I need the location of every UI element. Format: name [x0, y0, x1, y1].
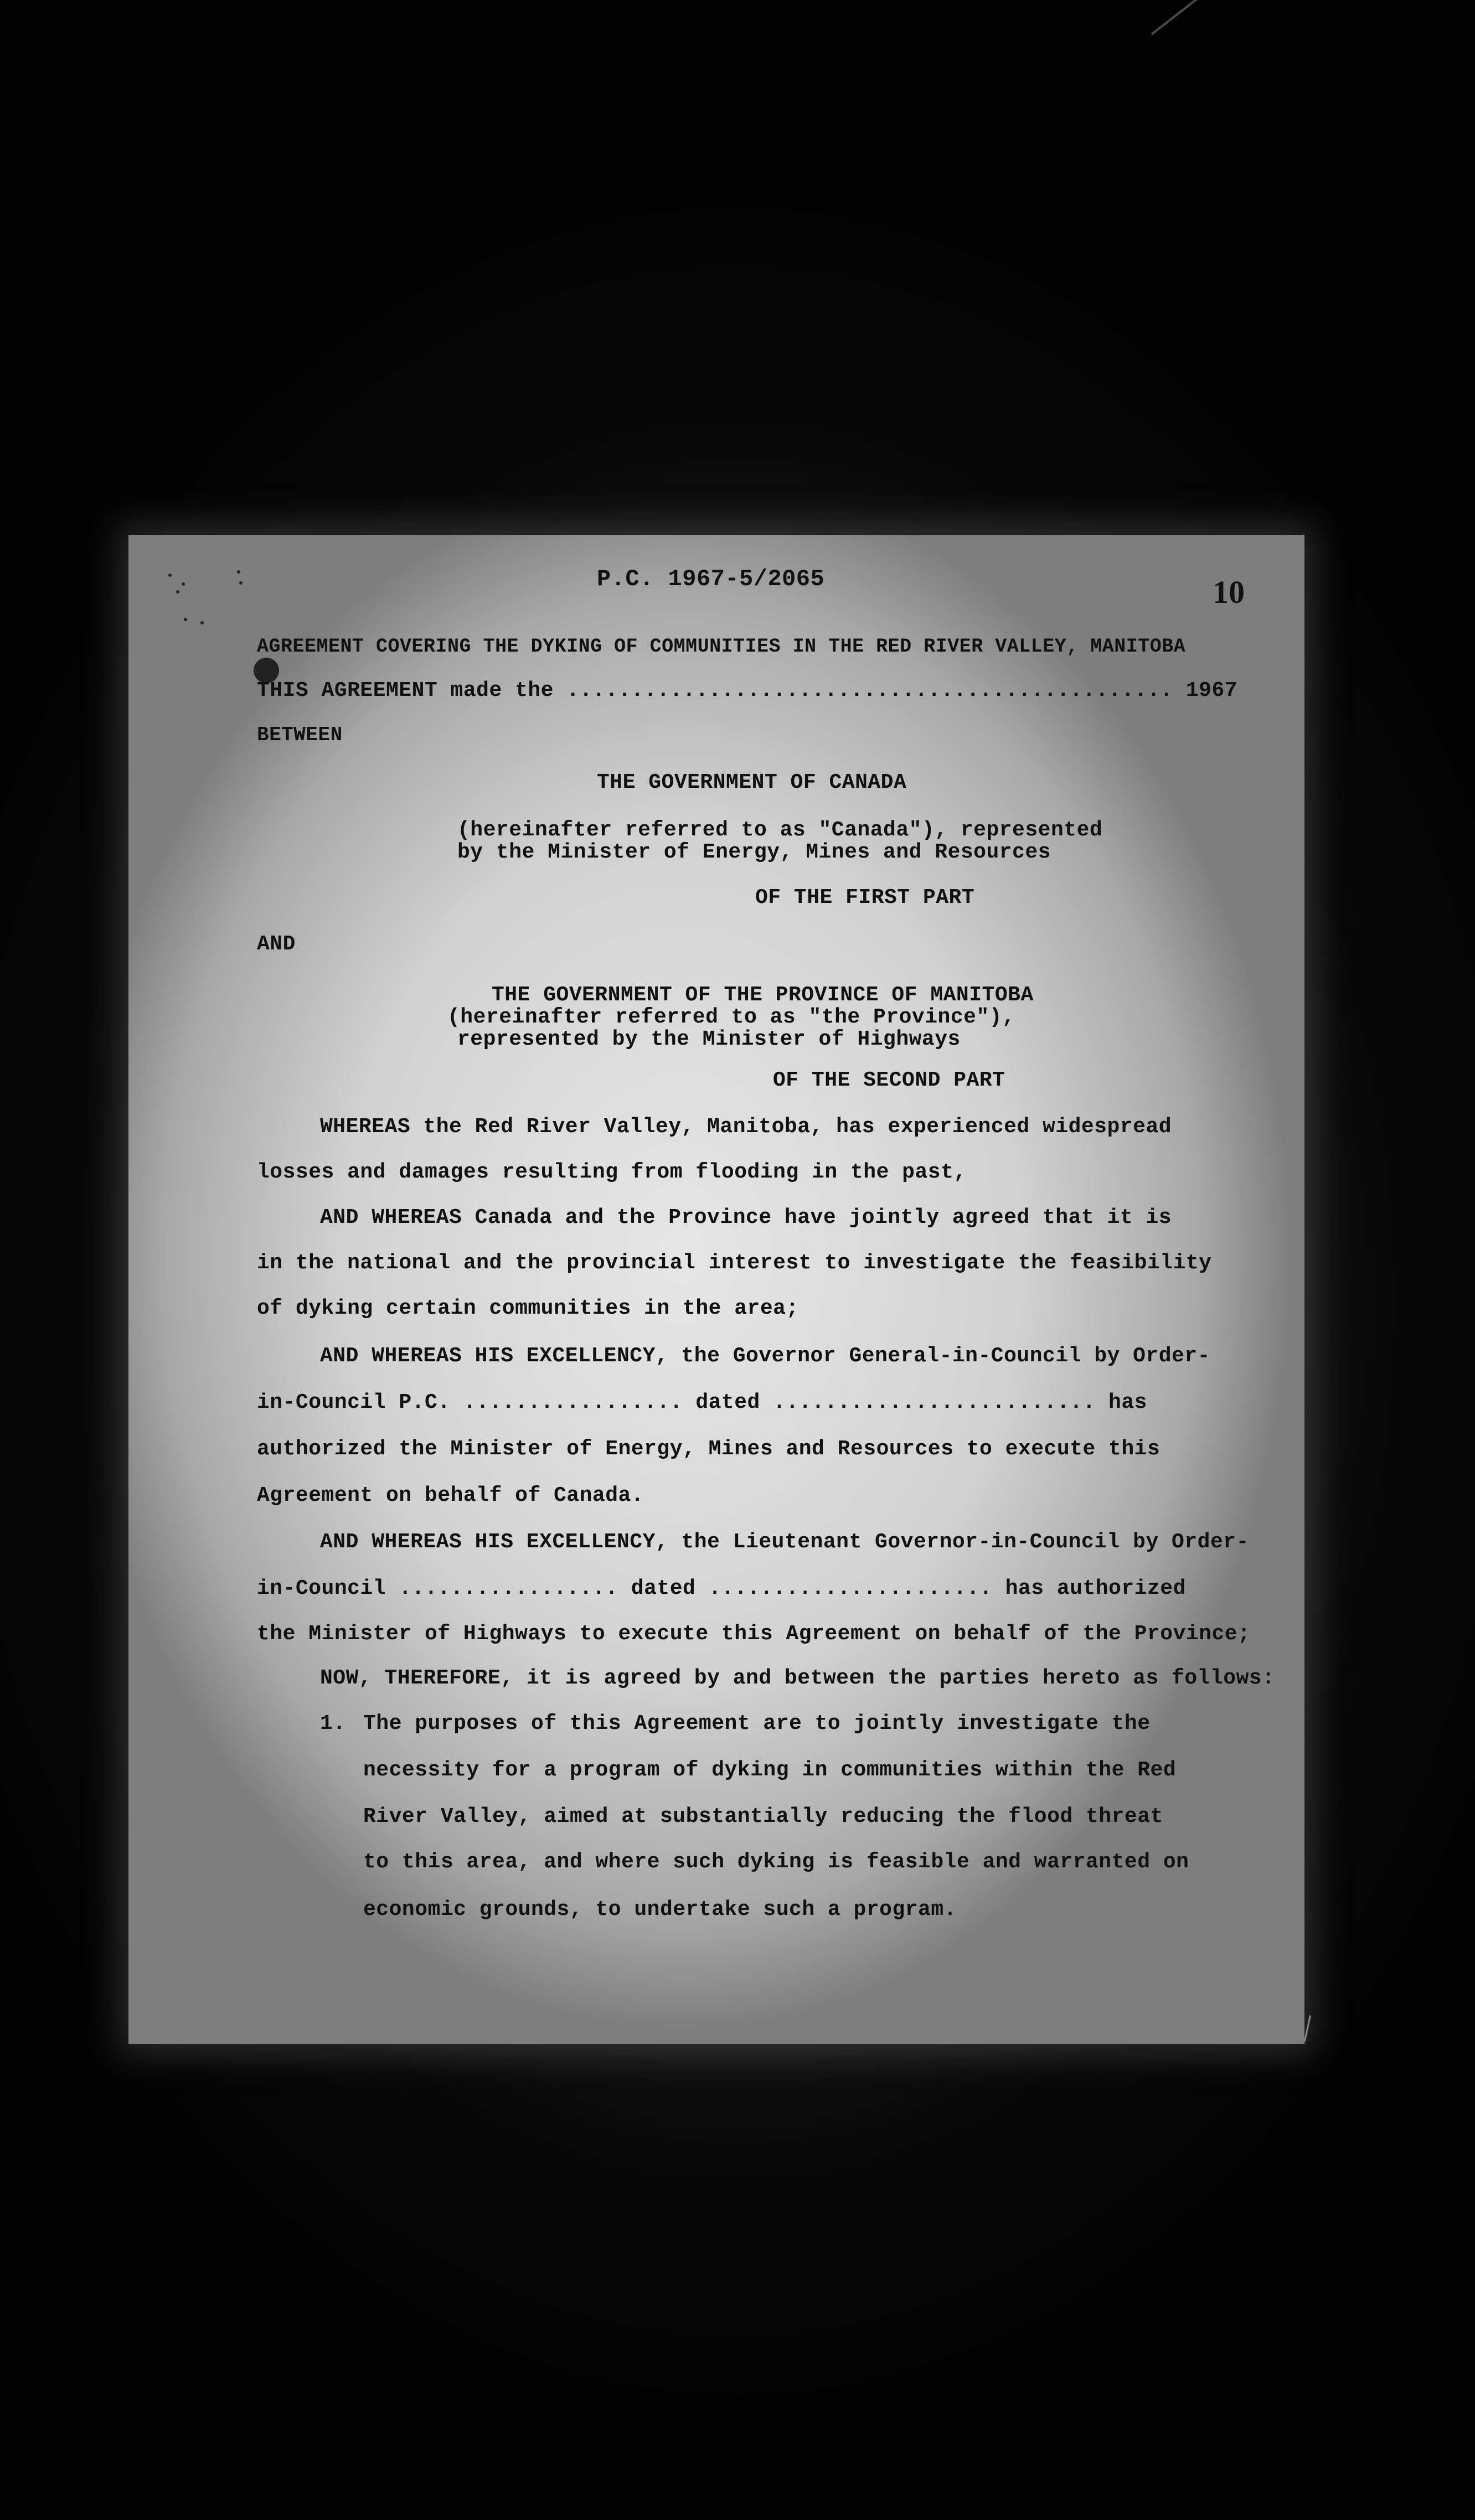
party-one-desc-2: by the Minister of Energy, Mines and Resources: [457, 840, 1051, 864]
clause-1-line-2: necessity for a program of dyking in communities within the Red: [363, 1758, 1177, 1782]
whereas-4-line-3: the Minister of Highways to execute this Agreement on behalf of the Province;: [257, 1622, 1251, 1646]
whereas-3-line-2: in-Council P.C. ................. dated ......................... has: [257, 1391, 1147, 1414]
party-two-desc-2: represented by the Minister of Highways: [457, 1027, 961, 1051]
between-label: BETWEEN: [257, 724, 343, 746]
clause-1-line-1: The purposes of this Agreement are to jointly investigate the: [363, 1712, 1151, 1736]
whereas-1-line-2: losses and damages resulting from flooding in the past,: [257, 1160, 967, 1184]
whereas-2-line-3: of dyking certain communities in the area;: [257, 1297, 799, 1320]
party-two-part: OF THE SECOND PART: [773, 1068, 1005, 1092]
whereas-3-line-3: authorized the Minister of Energy, Mines and Resources to execute this: [257, 1437, 1161, 1461]
film-scratch: [1151, 0, 1266, 35]
document-page: [128, 535, 1304, 2044]
clause-1-line-4: to this area, and where such dyking is feasible and warranted on: [363, 1850, 1189, 1874]
page-number: 10: [1213, 574, 1245, 610]
party-one-name: THE GOVERNMENT OF CANADA: [597, 771, 907, 794]
whereas-3-line-1: AND WHEREAS HIS EXCELLENCY, the Governor General-in-Council by Order-: [320, 1344, 1210, 1368]
clause-1-number: 1.: [320, 1712, 346, 1736]
film-scratch-edge: [1304, 2015, 1311, 2042]
whereas-1-line-1: WHEREAS the Red River Valley, Manitoba, has experienced widespread: [320, 1115, 1172, 1139]
agreement-title: AGREEMENT COVERING THE DYKING OF COMMUNITIES IN THE RED RIVER VALLEY, MANITOBA: [257, 636, 1186, 658]
party-one-part: OF THE FIRST PART: [755, 886, 975, 910]
whereas-2-line-1: AND WHEREAS Canada and the Province have jointly agreed that it is: [320, 1206, 1172, 1230]
whereas-2-line-2: in the national and the provincial interest to investigate the feasibility: [257, 1251, 1212, 1275]
and-label: AND: [257, 932, 296, 956]
party-two-desc-1: (hereinafter referred to as "the Province"),: [447, 1005, 1015, 1029]
therefore-line: NOW, THEREFORE, it is agreed by and between the parties hereto as follows:: [320, 1666, 1275, 1690]
whereas-3-line-4: Agreement on behalf of Canada.: [257, 1484, 644, 1507]
party-one-desc-1: (hereinafter referred to as "Canada"), represented: [457, 818, 1103, 842]
pc-reference: P.C. 1967-5/2065: [597, 566, 825, 592]
clause-1-line-3: River Valley, aimed at substantially reducing the flood threat: [363, 1805, 1163, 1829]
clause-1-line-5: economic grounds, to undertake such a program.: [363, 1898, 957, 1922]
whereas-4-line-2: in-Council ................. dated ...................... has authorized: [257, 1577, 1186, 1600]
whereas-4-line-1: AND WHEREAS HIS EXCELLENCY, the Lieutenant Governor-in-Council by Order-: [320, 1530, 1249, 1554]
party-two-name: THE GOVERNMENT OF THE PROVINCE OF MANITOBA: [492, 983, 1034, 1007]
made-line: THIS AGREEMENT made the ............................................... 1967: [257, 679, 1238, 703]
